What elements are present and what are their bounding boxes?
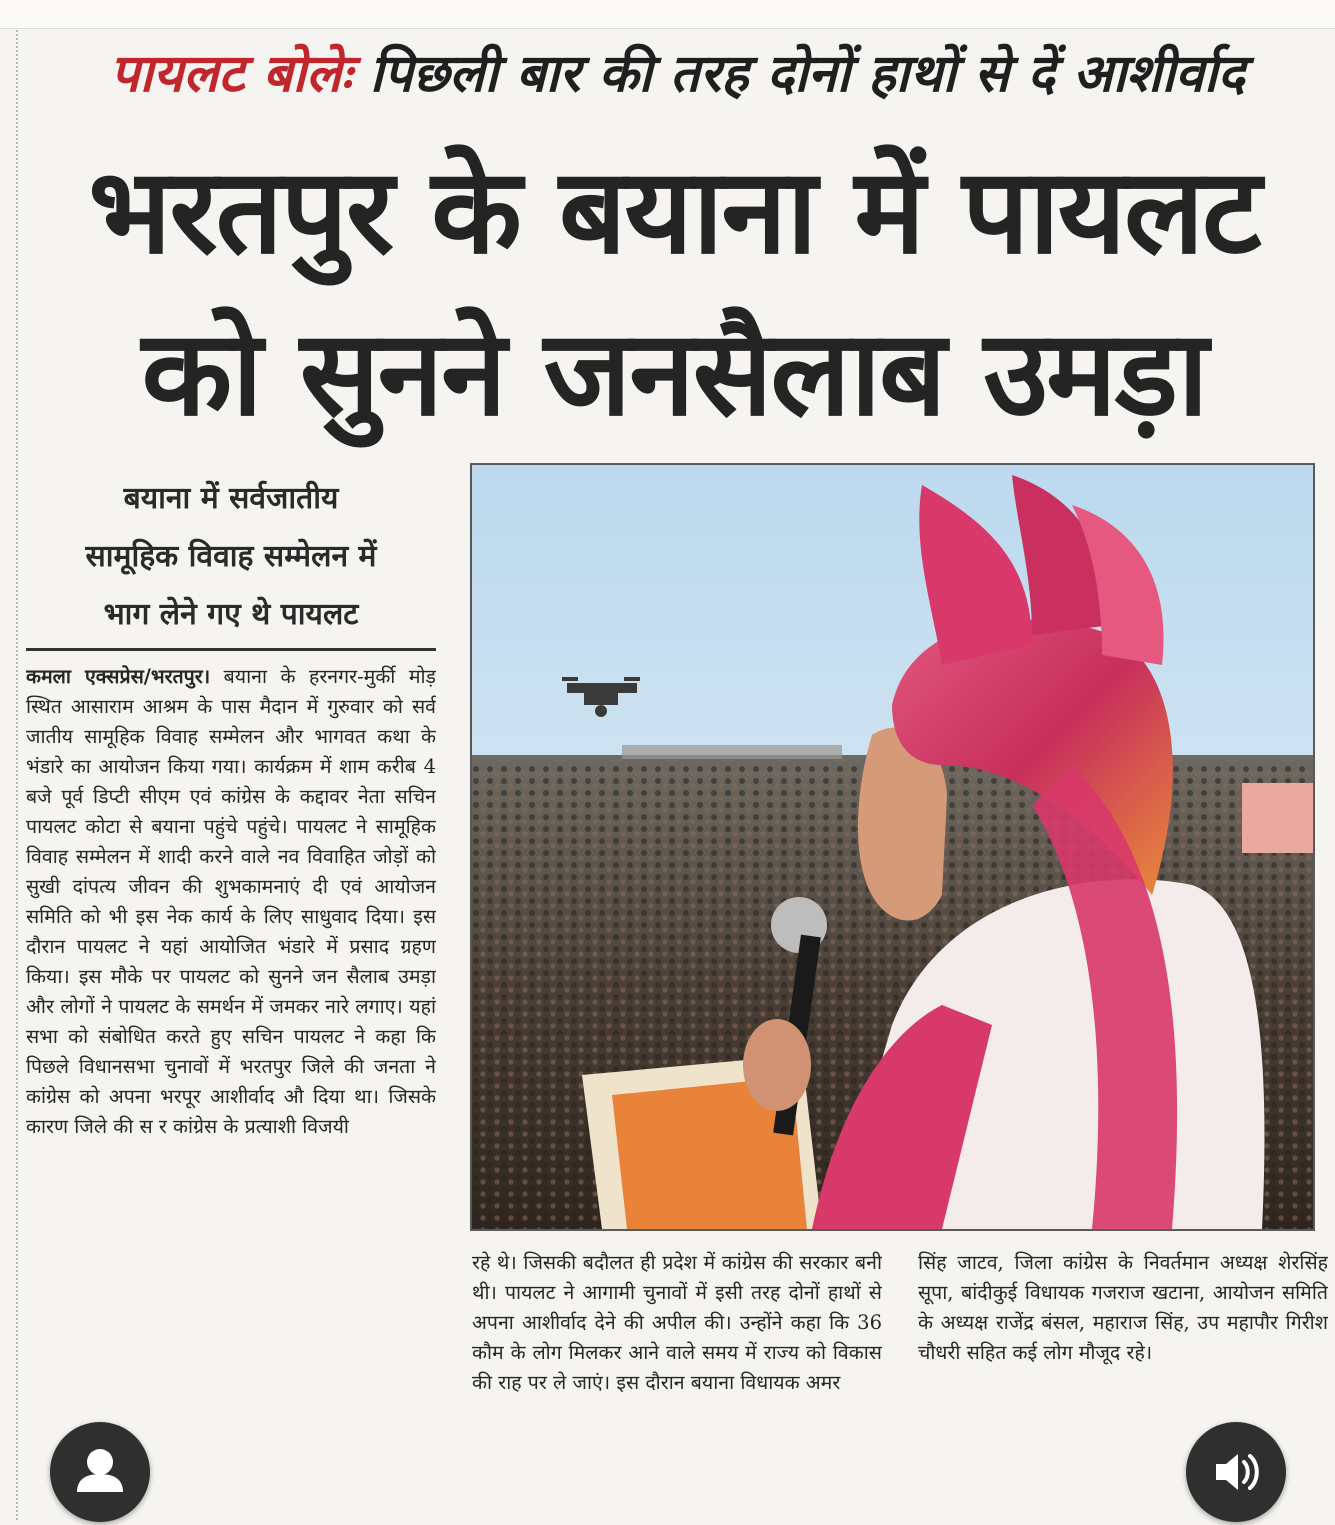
article-text-1: बयाना के हरनगर-मुर्की मोड़ स्थित आसाराम आश्रम के पास मैदान में गुरुवार को सर्व जातीय सामूहिक विवाह सम्मेलन और भागवत कथा के भंडारे का आयोजन किया गया। कार्यक्रम में शाम करीब 4 बजे पूर्व डिप्टी सीएम एवं कांग्रेस के कद्दावर नेता सचिन पायलट कोटा से बयाना पहुंचे पहुंचे। पायलट ने सामूहिक विवाह सम्मेलन में शादी करने वाले नव विवाहित जोड़ों को सुखी दांपत्य जीवन की शुभकामनाएं दी एवं आयोजन समिति को भी इस नेक कार्य के लिए साधुवाद दिया। इस दौरान पायलट ने यहां आयोजित भंडारे में प्रसाद ग्रहण किया। इस मौके पर पायलट को सुनने जन सैलाब उमड़ा और लोगों ने पायलट के समर्थन में जमकर नारे लगाए। यहां सभा को संबोधित करते हुए सचिन पायलट ने कहा कि पिछले विधानसभा चुनावों में भरतपुर जिले की जनता ने कांग्रेस को अपना भरपूर आशीर्वाद औ दिया था। जिसके कारण जिले की स र कांग्रेस के प्रत्याशी विजयी bbox=[26, 665, 436, 1138]
news-photo bbox=[470, 463, 1315, 1231]
main-headline bbox=[24, 130, 1324, 454]
column-rule bbox=[16, 30, 18, 1520]
article-byline: कमला एक्सप्रेस/भरतपुर। bbox=[26, 665, 211, 688]
subhead-line-3: भाग लेने गए थे पायलट bbox=[103, 597, 359, 632]
subhead-divider bbox=[26, 648, 436, 651]
subhead-line-2: सामूहिक विवाह सम्मेलन में bbox=[85, 539, 377, 574]
headline-line-1: भरतपुर के बयाना में पायलट bbox=[88, 142, 1260, 280]
article-column-3: सिंह जाटव, जिला कांग्रेस के निवर्तमान अध्यक्ष शेरसिंह सूपा, बांदीकुई विधायक गजराज खटाना, आयोजन समिति के अध्यक्ष राजेंद्र बंसल, महाराज सिंह, उप महापौर गिरीश चौधरी सहित कई लोग मौजूद रहे। bbox=[918, 1251, 1328, 1364]
speaker-icon bbox=[1186, 1422, 1286, 1522]
top-strip bbox=[0, 0, 1335, 29]
subhead-line-1: बयाना में सर्वजातीय bbox=[123, 481, 339, 516]
kicker-text: पिछली बार की तरह दोनों हाथों से दें आशीर्वाद bbox=[351, 44, 1246, 104]
user-button[interactable] bbox=[50, 1422, 150, 1522]
rally-photo-illustration bbox=[472, 465, 1313, 1229]
sub-headline bbox=[26, 470, 436, 644]
sound-button[interactable] bbox=[1186, 1422, 1286, 1522]
kicker-lead: पायलट बोलेः bbox=[109, 44, 352, 104]
user-icon bbox=[50, 1422, 150, 1522]
headline-line-2: को सुनने जनसैलाब उमड़ा bbox=[141, 304, 1207, 442]
article-column-1 bbox=[26, 662, 436, 1502]
article-column-2: रहे थे। जिसकी बदौलत ही प्रदेश में कांग्रेस की सरकार बनी थी। पायलट ने आगामी चुनावों में इसी तरह दोनों हाथों से अपना आशीर्वाद देने की अपील की। उन्होंने कहा कि 36 कौम के लोग मिलकर आने वाले समय में राज्य को विकास की राह पर ले जाएं। इस दौरान बयाना विधायक अमर bbox=[472, 1251, 882, 1394]
kicker-headline bbox=[40, 30, 1315, 120]
